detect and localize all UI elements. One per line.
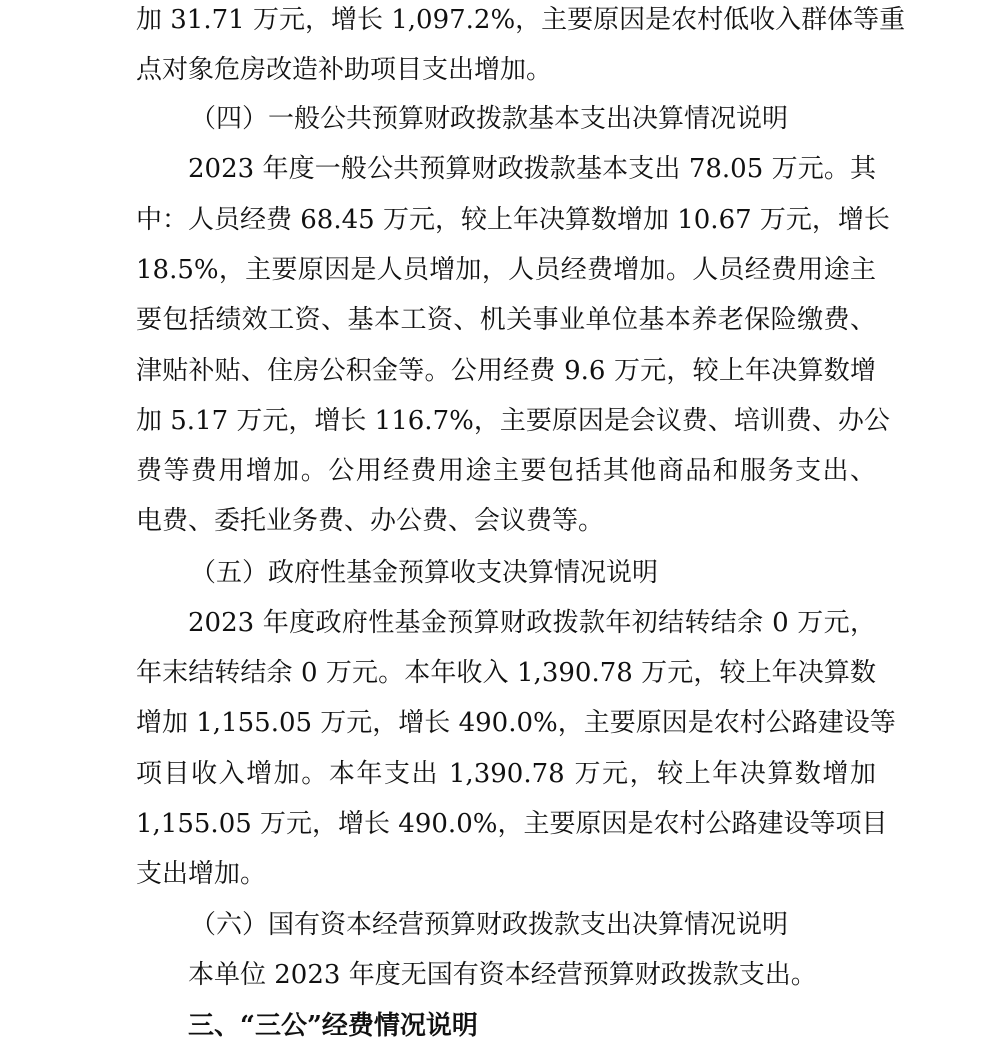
- paragraph-line: 要包括绩效工资、基本工资、机关事业单位基本养老保险缴费、: [136, 305, 876, 335]
- paragraph-line: 2023 年度一般公共预算财政拨款基本支出 78.05 万元。其: [188, 154, 876, 184]
- paragraph-line: 加 5.17 万元，增长 116.7%，主要原因是会议费、培训费、办公: [136, 406, 890, 436]
- paragraph-line: 费等费用增加。公用经费用途主要包括其他商品和服务支出、: [136, 456, 876, 486]
- paragraph-line: 增加 1,155.05 万元，增长 490.0%，主要原因是农村公路建设等: [136, 708, 896, 738]
- paragraph-line: 1,155.05 万元，增长 490.0%，主要原因是农村公路建设等项目: [136, 809, 888, 839]
- section-heading-6: （六）国有资本经营预算财政拨款支出决算情况说明: [190, 910, 789, 940]
- paragraph-line: 加 31.71 万元，增长 1,097.2%，主要原因是农村低收入群体等重: [136, 5, 906, 35]
- paragraph-line: 18.5%，主要原因是人员增加，人员经费增加。人员经费用途主: [136, 255, 876, 285]
- paragraph-line: 本单位 2023 年度无国有资本经营预算财政拨款支出。: [188, 960, 817, 990]
- paragraph-line: 2023 年度政府性基金预算财政拨款年初结转结余 0 万元，: [188, 608, 876, 638]
- section-heading-5: （五）政府性基金预算收支决算情况说明: [190, 558, 659, 588]
- section-heading-4: （四）一般公共预算财政拨款基本支出决算情况说明: [190, 104, 789, 134]
- section-heading-3: 三、“三公”经费情况说明: [188, 1011, 478, 1041]
- paragraph-line: 年末结转结余 0 万元。本年收入 1,390.78 万元，较上年决算数: [136, 658, 876, 688]
- paragraph-line: 中：人员经费 68.45 万元，较上年决算数增加 10.67 万元，增长: [136, 205, 890, 235]
- paragraph-line: 支出增加。: [136, 859, 267, 889]
- paragraph-line: 项目收入增加。本年支出 1,390.78 万元，较上年决算数增加: [136, 759, 876, 789]
- paragraph-line: 津贴补贴、住房公积金等。公用经费 9.6 万元，较上年决算数增: [136, 356, 876, 386]
- paragraph-line: 电费、委托业务费、办公费、会议费等。: [136, 506, 605, 536]
- paragraph-line: 点对象危房改造补助项目支出增加。: [136, 55, 553, 85]
